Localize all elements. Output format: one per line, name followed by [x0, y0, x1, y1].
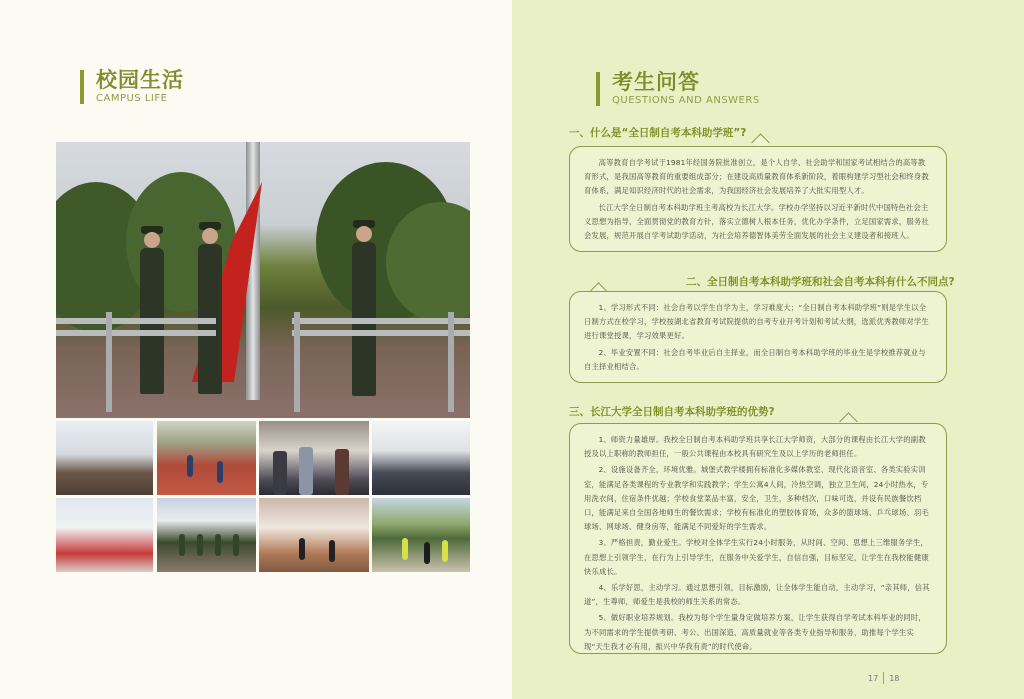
- dance-room-photo: [259, 498, 369, 572]
- page-number-left: 17: [868, 673, 879, 683]
- question-3: 三、长江大学全日制自考本科助学班的优势?: [569, 406, 775, 418]
- answer-box-3: [569, 423, 947, 654]
- basketball-court-photo: [372, 498, 470, 572]
- answer-paragraph: 5、做好职业培养规划。我校为每个学生量身定做培养方案，让学生获得自学考试本科毕业的同时，为不同需求的学生提供考研、考公、出国深造、高质量就业等各类专业指导和服务，助推每个学生实现“天生我才必有用，振兴中华我有责”的时代使命。: [584, 613, 926, 651]
- page-subtitle: CAMPUS LIFE: [96, 93, 168, 104]
- answer-paragraph: 1、学习形式不同：社会自考以学生自学为主，学习难度大；“全日制自考本科助学班”则是学生以全日制方式在校学习，学校按湖北省教育考试院提供的自考专业开考计划和考试大纲，选派优秀教师对学生进行课堂授课，学习效果更好。: [584, 303, 929, 341]
- answer-paragraph: 1、师资力量雄厚。我校全日制自考本科助学班共享长江大学师资，大部分的课程由长江大学的副教授及以上职称的教师担任，一般公共课程由本校具有研究生及以上学历的老师担任。: [584, 435, 926, 459]
- page-number-right: 18: [889, 673, 900, 683]
- question-2: 二、全日制自考本科助学班和社会自考本科有什么不同点?: [686, 276, 955, 288]
- qa-header: [596, 70, 760, 106]
- answer-paragraph: 2、设施设备齐全，环境优雅。城堡式教学楼拥有标准化多媒体教室、现代化语音室、各类实验实训室，能满足各类课程的专业教学和实践教学；学生公寓4人间，冷热空调，独立卫生间，24小时热水，专用洗衣间，住宿条件优越；学校食堂菜品丰富，安全，卫生，多种档次，口味可选，并设有民族餐饮档口，能满足来自全国各地师生的餐饮需求；学校有标准化的塑胶体育场，众多的篮球场、乒乓球场、羽毛球场、网球场、健身房等，能满足不同爱好的学生需求。: [584, 465, 929, 532]
- page-subtitle: QUESTIONS AND ANSWERS: [612, 95, 760, 106]
- running-track-photo: [157, 421, 256, 495]
- military-training-photo: [157, 498, 256, 572]
- lecture-hall-photo: [372, 421, 470, 495]
- title-accent-bar: [80, 70, 84, 104]
- campus-life-header: [80, 68, 184, 104]
- page-title: 校园生活: [96, 68, 184, 92]
- answer-paragraph: 3、严格担责，勤业爱生。学校对全体学生实行24小时服务，从时间、空间、思想上三维服务学生，在思想上引领学生，在行为上引导学生，在服务中关爱学生，自信自强，目标坚定，让学生在我校能健康快乐成长。: [584, 538, 929, 576]
- title-accent-bar: [596, 72, 600, 106]
- answer-paragraph: 4、乐学好思，主动学习。通过思想引领，目标激励，让全体学生能自动，主动学习，“亲其师，信其道”，生尊师，师爱生是我校的师生关系的常态。: [584, 583, 930, 607]
- answer-paragraph: 高等教育自学考试于1981年经国务院批准创立，是个人自学、社会助学和国家考试相结合的高等教育形式，是我国高等教育的重要组成部分；在建设高质量教育体系新阶段，着眼构建学习型社会和终身教育体系，满足知识经济时代的社会需求，为我国经济社会发展培养了大批实用型人才。: [584, 158, 929, 196]
- page-title: 考生问答: [612, 70, 700, 94]
- classroom-photo: [56, 421, 153, 495]
- award-ceremony-photo: [259, 421, 369, 495]
- answer-box-1: [569, 146, 947, 252]
- page-numbers: [868, 672, 899, 684]
- answer-paragraph: 长江大学全日制自考本科助学班主考高校为长江大学。学校办学坚持以习近平新时代中国特色社会主义思想为指导，全面贯彻党的教育方针，落实立德树人根本任务，优化办学条件，立足国家需求，服务社会发展，规范开展自学考试助学活动，为社会培养德智体美劳全面发展的社会主义建设者和接班人。: [584, 202, 929, 241]
- page-number-divider: [883, 672, 884, 684]
- right-page: [512, 0, 1024, 699]
- flag-raising-photo: [56, 142, 470, 418]
- craft-activity-photo: [56, 498, 153, 572]
- answer-paragraph: 2、毕业安置不同：社会自考毕业后自主择业，而全日制自考本科助学班的毕业生是学校推荐就业与自主择业相结合。: [584, 347, 926, 371]
- answer-box-2: [569, 291, 947, 383]
- question-1: 一、什么是“全日制自考本科助学班”?: [569, 127, 747, 139]
